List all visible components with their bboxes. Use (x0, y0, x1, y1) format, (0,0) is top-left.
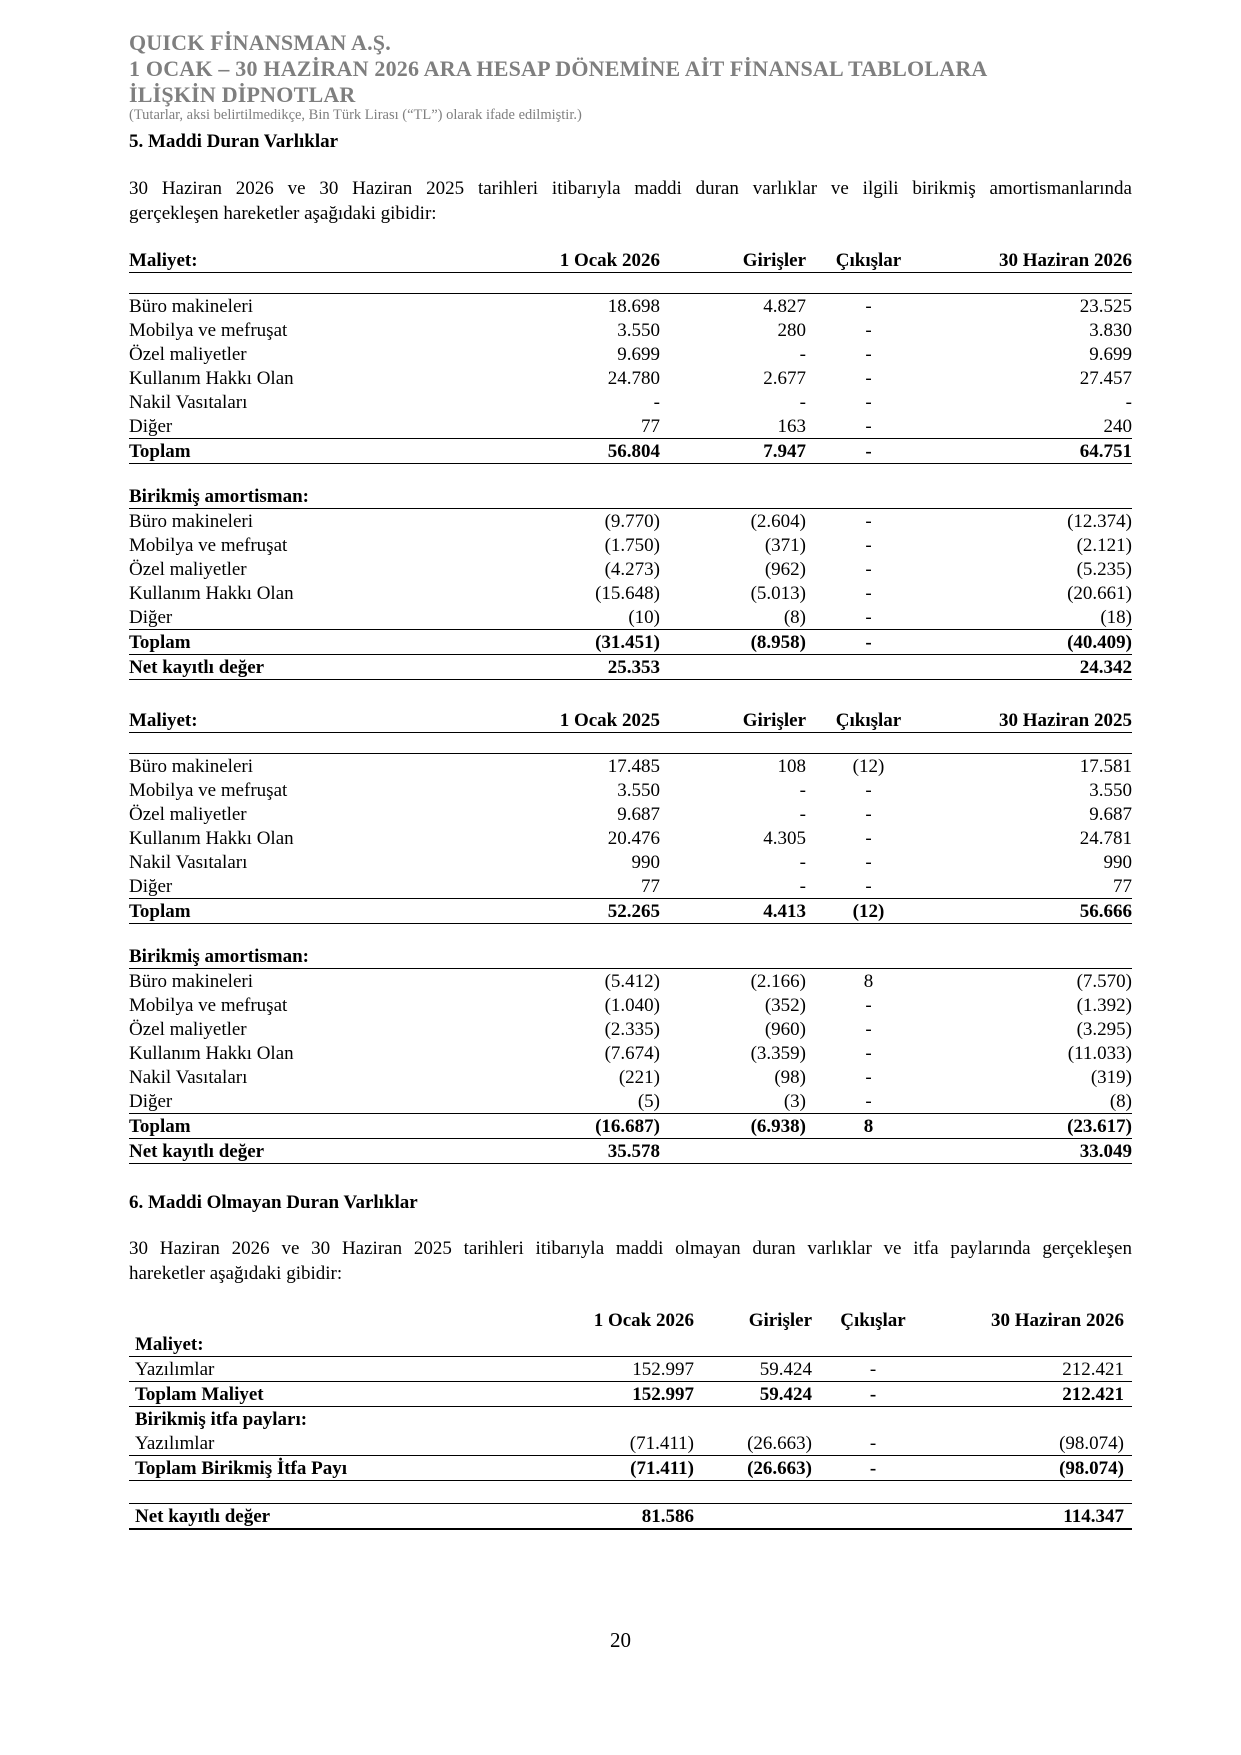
additions-cell: (3.359) (750, 1043, 806, 1064)
additions-cell: (98) (774, 1067, 806, 1088)
row-label-cell: Diğer (129, 605, 445, 630)
additions-cell: 163 (660, 414, 806, 439)
disposals-cell: - (812, 1456, 934, 1481)
additions-cell: (8) (660, 605, 806, 630)
disposals-cell: (12) (806, 899, 931, 924)
group-title: Birikmiş amortisman: (129, 944, 445, 969)
opening-balance-cell: 52.265 (445, 899, 660, 924)
page-number: 20 (610, 1628, 631, 1652)
closing-balance-cell: 30 Haziran 2026 (991, 1310, 1124, 1331)
opening-balance-cell: (1.750) (604, 535, 660, 556)
row-label-cell: Toplam Birikmiş İtfa Payı (129, 1456, 470, 1481)
depreciation-row (129, 557, 1132, 581)
closing-balance-cell: (11.033) (1067, 1043, 1132, 1064)
closing-balance-cell: (40.409) (931, 630, 1132, 655)
intangible-assets-table (129, 1308, 1132, 1530)
row-label-cell: Mobilya ve mefruşat (129, 995, 288, 1016)
closing-balance-cell: (23.617) (931, 1114, 1132, 1139)
opening-balance-cell: 1 Ocak 2026 (445, 248, 660, 273)
cost-row (129, 294, 1132, 319)
opening-balance-cell: 18.698 (445, 294, 660, 319)
depreciation-row (129, 1065, 1132, 1089)
additions-cell: - (660, 874, 806, 899)
disposals-cell: - (865, 1043, 872, 1064)
cost-total-row (129, 899, 1132, 924)
additions-cell: (3) (660, 1089, 806, 1114)
disposals-cell (812, 1504, 934, 1530)
row-label-cell: Büro makineleri (129, 754, 445, 779)
opening-balance-cell: (7.674) (604, 1043, 660, 1064)
disposals-cell (806, 655, 931, 680)
disposals-cell: - (865, 780, 872, 801)
cost-row (129, 366, 1132, 390)
opening-balance-cell: (5.412) (604, 971, 660, 992)
disposals-cell: Çıkışlar (806, 248, 931, 273)
cost-total-row (129, 1382, 1132, 1407)
additions-cell (660, 1139, 806, 1164)
additions-cell: - (799, 804, 806, 825)
net-book-value-row (129, 655, 1132, 680)
closing-balance-cell: (7.570) (1076, 971, 1132, 992)
additions-cell: 2.677 (763, 368, 806, 389)
depreciation-row (129, 1017, 1132, 1041)
cost-row (129, 826, 1132, 850)
closing-balance-cell: (12.374) (1067, 511, 1132, 532)
cost-row (129, 1357, 1132, 1382)
closing-balance-cell: 212.421 (934, 1382, 1132, 1407)
row-label-cell: Maliyet: (129, 248, 445, 273)
disposals-cell: - (865, 1067, 872, 1088)
row-label-cell: Toplam (129, 630, 445, 655)
row-label-cell: Özel maliyetler (129, 1019, 247, 1040)
opening-balance-cell: (31.451) (445, 630, 660, 655)
row-label-cell: Net kayıtlı değer (129, 655, 445, 680)
additions-cell: Girişler (660, 248, 806, 273)
cost-title-row (129, 1332, 1132, 1357)
closing-balance-cell: (98.074) (934, 1431, 1132, 1456)
disposals-cell: - (812, 1382, 934, 1407)
page-header (129, 30, 988, 124)
closing-balance-cell: 990 (1103, 852, 1132, 873)
disposals-cell: - (865, 804, 872, 825)
opening-balance-cell: 1 Ocak 2026 (593, 1310, 694, 1331)
additions-cell: 4.305 (763, 828, 806, 849)
depreciation-row (129, 605, 1132, 630)
closing-balance-cell: (98.074) (934, 1456, 1132, 1481)
closing-balance-cell: (3.295) (1076, 1019, 1132, 1040)
additions-cell: 59.424 (694, 1357, 812, 1382)
disposals-cell: - (812, 1357, 934, 1382)
opening-balance-cell: 9.699 (617, 344, 660, 365)
cost-row (129, 754, 1132, 779)
row-label-cell: Büro makineleri (129, 294, 445, 319)
closing-balance-cell: 27.457 (1079, 368, 1132, 389)
row-label-cell: Kullanım Hakkı Olan (129, 1043, 294, 1064)
disposals-cell: - (865, 320, 872, 341)
additions-cell: (960) (764, 1019, 806, 1040)
closing-balance-cell: 23.525 (931, 294, 1132, 319)
opening-balance-cell: (221) (618, 1067, 660, 1088)
opening-balance-cell: 56.804 (445, 439, 660, 464)
report-subtitle: İLİŞKİN DİPNOTLAR (129, 82, 356, 107)
disposals-cell: - (812, 1431, 934, 1456)
closing-balance-cell: 30 Haziran 2026 (931, 248, 1132, 273)
row-label-cell: Kullanım Hakkı Olan (129, 368, 294, 389)
additions-cell: - (799, 852, 806, 873)
additions-cell (660, 655, 806, 680)
closing-balance-cell: 9.699 (1089, 344, 1132, 365)
opening-balance-cell: 25.353 (445, 655, 660, 680)
amortization-title-row (129, 1407, 1132, 1432)
group-title: Birikmiş amortisman: (129, 484, 445, 509)
closing-balance-cell: 9.687 (1089, 804, 1132, 825)
closing-balance-cell: 77 (931, 874, 1132, 899)
section-5-title: 5. Maddi Duran Varlıklar (129, 131, 339, 152)
disposals-cell: 8 (806, 1114, 931, 1139)
closing-balance-cell: (1.392) (1076, 995, 1132, 1016)
depreciation-total-row (129, 630, 1132, 655)
opening-balance-cell: 3.550 (617, 320, 660, 341)
disposals-cell: - (806, 414, 931, 439)
opening-balance-cell: 990 (631, 852, 660, 873)
row-label-cell: Diğer (129, 1089, 445, 1114)
cost-row (129, 802, 1132, 826)
disposals-cell (806, 1139, 931, 1164)
net-book-value-row (129, 1504, 1132, 1530)
section-5-intro-line: gerçekleşen hareketler aşağıdaki gibidir: (129, 203, 437, 224)
closing-balance-cell: 56.666 (931, 899, 1132, 924)
opening-balance-cell: 9.687 (617, 804, 660, 825)
disposals-cell: - (865, 392, 872, 413)
cost-row (129, 778, 1132, 802)
row-label-cell: Toplam (129, 899, 445, 924)
row-label-cell: Nakil Vasıtaları (129, 852, 248, 873)
closing-balance-cell: (319) (1090, 1067, 1132, 1088)
cost-row (129, 390, 1132, 414)
disposals-cell: Çıkışlar (840, 1310, 906, 1331)
depreciation-row (129, 993, 1132, 1017)
row-label-cell: Kullanım Hakkı Olan (129, 828, 294, 849)
closing-balance-cell: 24.781 (1079, 828, 1132, 849)
section-6-intro (129, 1236, 1132, 1286)
closing-balance-cell: 240 (931, 414, 1132, 439)
opening-balance-cell: (9.770) (604, 511, 660, 532)
row-label-cell: Toplam (129, 1114, 445, 1139)
opening-balance-cell: (15.648) (595, 583, 660, 604)
closing-balance-cell: (18) (931, 605, 1132, 630)
opening-balance-cell: (2.335) (604, 1019, 660, 1040)
closing-balance-cell: 3.830 (1089, 320, 1132, 341)
opening-balance-cell: (16.687) (445, 1114, 660, 1139)
currency-note: (Tutarlar, aksi belirtilmedikçe, Bin Türk Lirası (“TL”) olarak ifade edilmiştir.) (129, 107, 582, 123)
section-5-intro (129, 176, 1132, 226)
group-title: Maliyet: (129, 1332, 470, 1357)
row-label-cell: Kullanım Hakkı Olan (129, 583, 294, 604)
depreciation-title-row (129, 484, 1132, 509)
row-label-cell: Yazılımlar (129, 1357, 470, 1382)
additions-cell: 7.947 (660, 439, 806, 464)
row-label-cell: Mobilya ve mefruşat (129, 780, 288, 801)
cost-row (129, 874, 1132, 899)
row-label-cell: Nakil Vasıtaları (129, 1067, 248, 1088)
row-label-cell: Mobilya ve mefruşat (129, 535, 288, 556)
disposals-cell: - (865, 828, 872, 849)
row-label-cell (129, 1308, 470, 1332)
opening-balance-cell: 81.586 (470, 1504, 694, 1530)
additions-cell: (371) (764, 535, 806, 556)
additions-cell: (26.663) (694, 1431, 812, 1456)
table-header-row (129, 1308, 1132, 1332)
disposals-cell: - (865, 995, 872, 1016)
row-label-cell: Net kayıtlı değer (129, 1139, 445, 1164)
opening-balance-cell: 152.997 (470, 1382, 694, 1407)
closing-balance-cell: - (1125, 392, 1132, 413)
additions-cell: Girişler (660, 708, 806, 733)
report-title: 1 OCAK – 30 HAZİRAN 2026 ARA HESAP DÖNEMİNE AİT FİNANSAL TABLOLARA (129, 56, 988, 81)
additions-cell (694, 1504, 812, 1530)
disposals-cell: - (806, 630, 931, 655)
disposals-cell: - (865, 559, 872, 580)
cost-row (129, 414, 1132, 439)
additions-cell: 4.413 (660, 899, 806, 924)
section-5-intro-line: 30 Haziran 2026 ve 30 Haziran 2025 tarihleri itibarıyla maddi duran varlıklar ve ilgili birikmiş amortismanlarında (129, 178, 1132, 199)
depreciation-row (129, 1041, 1132, 1065)
disposals-cell: - (806, 439, 931, 464)
row-label-cell: Büro makineleri (129, 971, 253, 992)
tangible-assets-2026-table (129, 248, 1132, 680)
disposals-cell: (12) (806, 754, 931, 779)
depreciation-total-row (129, 1114, 1132, 1139)
closing-balance-cell: 212.421 (934, 1357, 1132, 1382)
additions-cell: (5.013) (750, 583, 806, 604)
additions-cell: 280 (777, 320, 806, 341)
closing-balance-cell: 3.550 (1089, 780, 1132, 801)
opening-balance-cell: - (653, 392, 660, 413)
disposals-cell: - (806, 294, 931, 319)
depreciation-title-row (129, 944, 1132, 969)
closing-balance-cell: 114.347 (934, 1504, 1132, 1530)
depreciation-row (129, 509, 1132, 534)
opening-balance-cell: 35.578 (445, 1139, 660, 1164)
opening-balance-cell: 3.550 (617, 780, 660, 801)
disposals-cell: - (806, 1089, 931, 1114)
additions-cell: (962) (764, 559, 806, 580)
disposals-cell: - (865, 344, 872, 365)
amortization-total-row (129, 1456, 1132, 1481)
row-label-cell: Net kayıtlı değer (129, 1504, 470, 1530)
opening-balance-cell: 152.997 (470, 1357, 694, 1382)
row-label-cell: Maliyet: (129, 708, 445, 733)
closing-balance-cell: 33.049 (931, 1139, 1132, 1164)
section-6-title: 6. Maddi Olmayan Duran Varlıklar (129, 1192, 418, 1213)
disposals-cell: - (806, 874, 931, 899)
disposals-cell: 8 (863, 971, 874, 992)
closing-balance-cell: 64.751 (931, 439, 1132, 464)
disposals-cell: - (865, 368, 872, 389)
opening-balance-cell: 1 Ocak 2025 (445, 708, 660, 733)
closing-balance-cell: 30 Haziran 2025 (931, 708, 1132, 733)
closing-balance-cell: (5.235) (1076, 559, 1132, 580)
row-label-cell: Diğer (129, 874, 445, 899)
row-label-cell: Özel maliyetler (129, 559, 247, 580)
row-label-cell: Diğer (129, 414, 445, 439)
company-name: QUICK FİNANSMAN A.Ş. (129, 30, 391, 55)
cost-row (129, 342, 1132, 366)
row-label-cell: Yazılımlar (129, 1431, 470, 1456)
closing-balance-cell: (2.121) (1076, 535, 1132, 556)
disposals-cell: - (865, 511, 872, 532)
disposals-cell: - (865, 1019, 872, 1040)
closing-balance-cell: 24.342 (931, 655, 1132, 680)
disposals-cell: - (806, 605, 931, 630)
additions-cell: (8.958) (660, 630, 806, 655)
additions-cell: (352) (764, 995, 806, 1016)
depreciation-row (129, 581, 1132, 605)
opening-balance-cell: 20.476 (607, 828, 660, 849)
additions-cell: 108 (660, 754, 806, 779)
disposals-cell: - (865, 583, 872, 604)
opening-balance-cell: 17.485 (445, 754, 660, 779)
depreciation-row (129, 1089, 1132, 1114)
row-label-cell: Toplam Maliyet (129, 1382, 470, 1407)
row-label-cell: Mobilya ve mefruşat (129, 320, 288, 341)
additions-cell: 4.827 (660, 294, 806, 319)
disposals-cell: - (865, 852, 872, 873)
row-label-cell: Özel maliyetler (129, 804, 247, 825)
row-label-cell: Özel maliyetler (129, 344, 247, 365)
table-header-row (129, 248, 1132, 273)
row-label-cell: Toplam (129, 439, 445, 464)
opening-balance-cell: (4.273) (604, 559, 660, 580)
opening-balance-cell: (71.411) (470, 1431, 694, 1456)
depreciation-row (129, 969, 1132, 994)
group-title: Birikmiş itfa payları: (135, 1409, 308, 1430)
additions-cell: (2.604) (750, 511, 806, 532)
tangible-assets-2025-table (129, 708, 1132, 1164)
section-6-intro-line: 30 Haziran 2026 ve 30 Haziran 2025 tarihleri itibarıyla maddi olmayan duran varlıklar ve itfa paylarında gerçekleşen (129, 1238, 1132, 1259)
additions-cell: 59.424 (694, 1382, 812, 1407)
opening-balance-cell: (1.040) (604, 995, 660, 1016)
additions-cell: (6.938) (660, 1114, 806, 1139)
additions-cell: - (799, 780, 806, 801)
row-label-cell: Büro makineleri (129, 511, 253, 532)
disposals-cell: Çıkışlar (806, 708, 931, 733)
additions-cell: - (799, 392, 806, 413)
additions-cell: (26.663) (694, 1456, 812, 1481)
table-header-row (129, 708, 1132, 733)
closing-balance-cell: (20.661) (1067, 583, 1132, 604)
opening-balance-cell: 77 (445, 414, 660, 439)
opening-balance-cell: (5) (445, 1089, 660, 1114)
opening-balance-cell: 24.780 (607, 368, 660, 389)
closing-balance-cell: (8) (931, 1089, 1132, 1114)
cost-row (129, 850, 1132, 874)
additions-cell: (2.166) (750, 971, 806, 992)
depreciation-row (129, 533, 1132, 557)
section-6-intro-line: hareketler aşağıdaki gibidir: (129, 1263, 343, 1284)
row-label-cell: Nakil Vasıtaları (129, 392, 248, 413)
opening-balance-cell: (71.411) (470, 1456, 694, 1481)
additions-cell: - (799, 344, 806, 365)
cost-total-row (129, 439, 1132, 464)
net-book-value-row (129, 1139, 1132, 1164)
cost-row (129, 318, 1132, 342)
closing-balance-cell: 17.581 (931, 754, 1132, 779)
opening-balance-cell: (10) (445, 605, 660, 630)
disposals-cell: - (865, 535, 872, 556)
additions-cell: Girişler (748, 1310, 812, 1331)
amortization-row (129, 1431, 1132, 1456)
opening-balance-cell: 77 (445, 874, 660, 899)
